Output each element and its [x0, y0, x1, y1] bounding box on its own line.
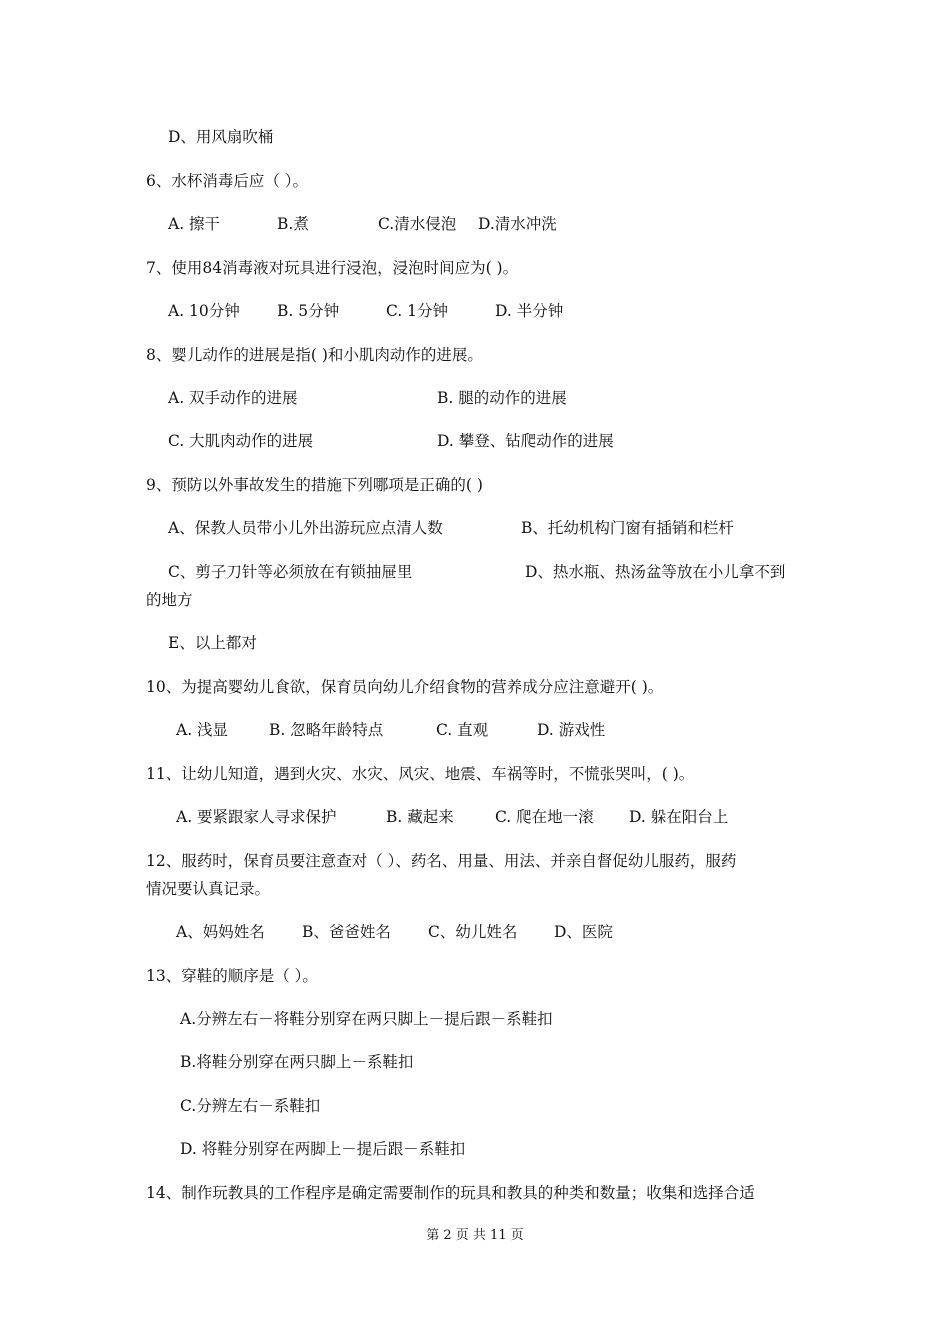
q11-option-b: B. 藏起来: [386, 808, 454, 826]
q6-option-d: D.清水冲洗: [478, 215, 557, 233]
q12-option-c: C、幼儿姓名: [428, 923, 518, 941]
q10-option-a: A. 浅显: [176, 721, 229, 739]
page-footer: 第 2 页 共 11 页: [426, 1228, 524, 1243]
q12-option-b: B、爸爸姓名: [302, 923, 391, 941]
q9-option-e: E、以上都对: [168, 634, 257, 652]
q6-option-b: B.煮: [277, 215, 309, 233]
q7-option-d: D. 半分钟: [495, 302, 564, 320]
q11-option-a: A. 要紧跟家人寻求保护: [176, 808, 337, 826]
q14-stem-line1: 14、制作玩教具的工作程序是确定需要制作的玩具和教具的种类和数量；收集和选择合适: [146, 1184, 755, 1202]
q8-option-c: C. 大肌肉动作的进展: [168, 432, 314, 450]
q10-stem: 10、为提高婴幼儿食欲，保育员向幼儿介绍食物的营养成分应注意避开( )。: [146, 678, 664, 696]
q9-option-d: D、热水瓶、热汤盆等放在小儿拿不到: [525, 563, 786, 581]
q8-option-b: B. 腿的动作的进展: [437, 389, 567, 407]
q9-option-c: C、剪子刀针等必须放在有锁抽屉里: [168, 563, 413, 581]
q10-option-c: C. 直观: [436, 721, 489, 739]
q6-stem: 6、水杯消毒后应（ ）。: [146, 172, 309, 190]
q11-stem: 11、让幼儿知道，遇到火灾、水灾、风灾、地震、车祸等时，不慌张哭叫，( )。: [146, 765, 695, 783]
q5-option-d: D、用风扇吹桶: [168, 128, 274, 146]
q8-stem: 8、婴儿动作的进展是指( )和小肌肉动作的进展。: [146, 346, 483, 364]
q7-option-b: B. 5分钟: [277, 302, 340, 320]
q13-option-b: B.将鞋分别穿在两只脚上－系鞋扣: [180, 1053, 414, 1071]
q11-option-d: D. 躲在阳台上: [629, 808, 729, 826]
q10-option-d: D. 游戏性: [537, 721, 606, 739]
q13-option-a: A.分辨左右－将鞋分别穿在两只脚上－提后跟－系鞋扣: [180, 1010, 553, 1028]
q6-option-c: C.清水侵泡: [378, 215, 457, 233]
q11-option-c: C. 爬在地一滚: [495, 808, 594, 826]
q7-stem: 7、使用84消毒液对玩具进行浸泡，浸泡时间应为( )。: [146, 259, 519, 277]
q13-stem: 13、穿鞋的顺序是（ ）。: [146, 967, 318, 985]
q10-option-b: B. 忽略年龄特点: [269, 721, 384, 739]
q13-option-c: C.分辨左右－系鞋扣: [180, 1097, 321, 1115]
q8-option-d: D. 攀登、钻爬动作的进展: [437, 432, 614, 450]
q9-stem: 9、预防以外事故发生的措施下列哪项是正确的( ): [146, 476, 483, 494]
q9-option-b: B、托幼机构门窗有插销和栏杆: [521, 519, 734, 537]
q12-option-d: D、医院: [554, 923, 613, 941]
q6-option-a: A. 擦干: [168, 215, 221, 233]
q12-stem-line1: 12、服药时，保育员要注意查对（ ）、药名、用量、用法、并亲自督促幼儿服药，服药: [146, 852, 737, 870]
q13-option-d: D. 将鞋分别穿在两脚上－提后跟－系鞋扣: [180, 1140, 466, 1158]
q12-option-a: A、妈妈姓名: [176, 923, 265, 941]
q12-stem-line2: 情况要认真记录。: [146, 880, 271, 898]
q9-option-d-continued: 的地方: [146, 591, 193, 609]
q9-option-a: A、保教人员带小儿外出游玩应点清人数: [168, 519, 443, 537]
q8-option-a: A. 双手动作的进展: [168, 389, 298, 407]
q7-option-c: C. 1分钟: [386, 302, 449, 320]
q7-option-a: A. 10分钟: [168, 302, 240, 320]
